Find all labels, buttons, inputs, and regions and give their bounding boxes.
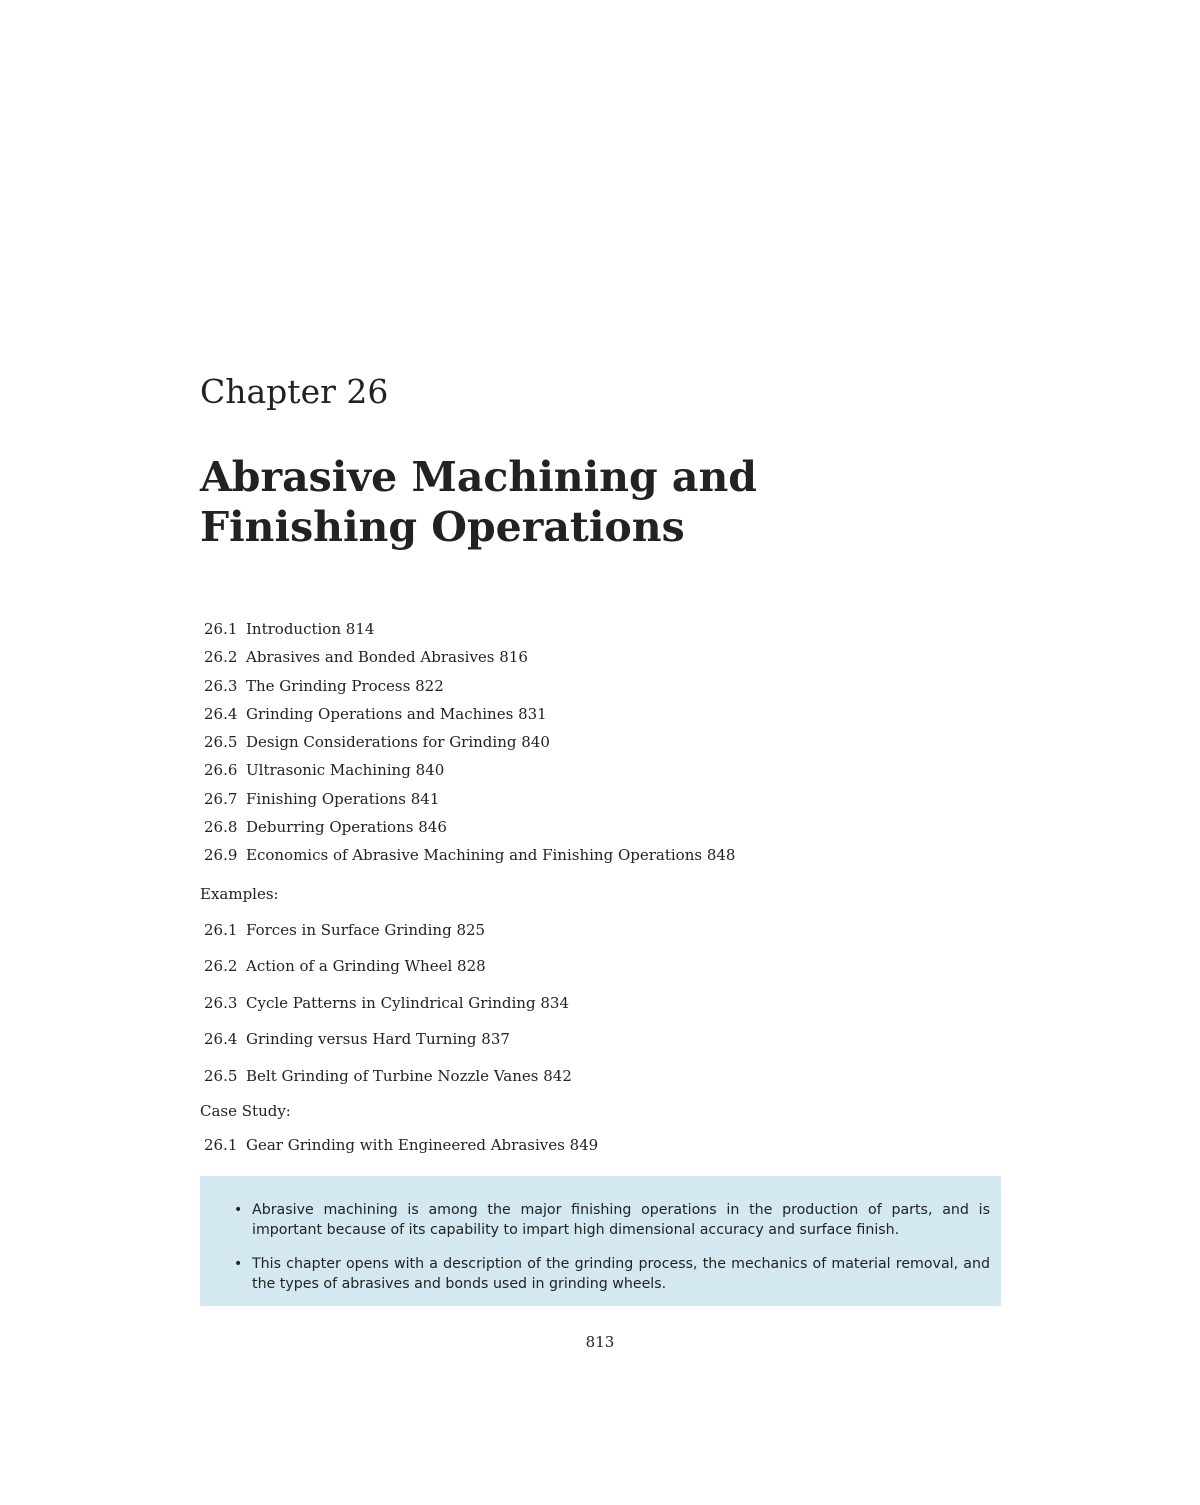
examples-heading: Examples: [200, 885, 279, 903]
toc-title: Cycle Patterns in Cylindrical Grinding [246, 993, 536, 1012]
toc-number: 26.1 [204, 1136, 238, 1154]
toc-page: 825 [456, 921, 486, 939]
toc-page: 834 [540, 993, 569, 1012]
toc-number: 26.4 [204, 1030, 238, 1049]
toc-title: Abrasives and Bonded Abrasives [246, 648, 495, 667]
page-number: 813 [585, 1333, 615, 1351]
examples-list [200, 920, 1000, 1102]
toc-number: 26.5 [204, 733, 238, 752]
toc-page: 840 [415, 761, 445, 780]
toc-number: 26.2 [204, 648, 238, 667]
toc-number: 26.6 [204, 761, 238, 780]
toc-number: 26.2 [204, 957, 238, 976]
summary-text: This chapter opens with a description of the grinding process, the mechanics of material removal, and the types of abrasives and bonds used in grinding wheels. [252, 1256, 990, 1292]
bullet-icon: • [234, 1256, 243, 1272]
toc-page: 828 [457, 957, 486, 976]
toc-page: 822 [415, 676, 444, 695]
toc-row [200, 789, 1000, 817]
toc-row [200, 845, 1000, 873]
toc-title: Finishing Operations [246, 789, 406, 808]
example-row [200, 920, 1000, 956]
toc-page: 848 [706, 846, 736, 865]
toc-row [200, 732, 1000, 760]
toc-row [200, 647, 1000, 675]
case-study-heading: Case Study: [200, 1102, 291, 1120]
summary-item [234, 1254, 990, 1294]
toc-title: Belt Grinding of Turbine Nozzle Vanes [246, 1066, 539, 1085]
chapter-summary-box [200, 1176, 1001, 1306]
toc-title: Deburring Operations [246, 818, 414, 837]
toc-title: Grinding Operations and Machines [246, 704, 514, 723]
toc-number: 26.8 [204, 818, 238, 837]
toc-title: Ultrasonic Machining [246, 761, 411, 780]
toc-number: 26.9 [204, 846, 238, 865]
toc-page: 846 [418, 818, 447, 837]
toc-row [200, 619, 1000, 647]
summary-list [234, 1200, 990, 1308]
bullet-icon: • [234, 1202, 243, 1218]
example-row [200, 1066, 1000, 1102]
toc-page: 831 [518, 704, 547, 723]
toc-page: 816 [499, 648, 528, 667]
toc-number: 26.3 [204, 676, 238, 695]
summary-text: Abrasive machining is among the major finishing operations in the production of parts, and is important because of its capability to impart high dimensional accuracy and surface finish. [252, 1202, 990, 1238]
example-row [200, 1029, 1000, 1065]
toc-page: 842 [543, 1066, 572, 1085]
case-study-row [200, 1135, 1000, 1165]
toc-title: Design Considerations for Grinding [246, 733, 517, 752]
toc-title: Action of a Grinding Wheel [246, 957, 453, 976]
toc-row [200, 676, 1000, 704]
toc-title: Gear Grinding with Engineered Abrasives [246, 1136, 565, 1154]
toc-number: 26.1 [204, 620, 238, 638]
toc-number: 26.4 [204, 704, 238, 723]
toc-row [200, 704, 1000, 732]
toc-page: 840 [521, 733, 550, 752]
toc-number: 26.3 [204, 993, 238, 1012]
toc-number: 26.7 [204, 789, 238, 808]
chapter-label: Chapter 26 [200, 372, 389, 411]
section-toc [200, 619, 1000, 874]
toc-number: 26.1 [204, 921, 238, 939]
toc-title: Grinding versus Hard Turning [246, 1030, 477, 1049]
chapter-title: Abrasive Machining and Finishing Operations [200, 453, 757, 551]
example-row [200, 993, 1000, 1029]
toc-title: Forces in Surface Grinding [246, 921, 452, 939]
example-row [200, 956, 1000, 992]
toc-page: 837 [481, 1030, 510, 1049]
toc-title: The Grinding Process [246, 676, 411, 695]
toc-page: 814 [345, 620, 375, 638]
case-study-list [200, 1135, 1000, 1165]
toc-title: Economics of Abrasive Machining and Finishing Operations [246, 846, 703, 865]
toc-number: 26.5 [204, 1066, 238, 1085]
toc-title: Introduction [246, 620, 341, 638]
toc-page: 841 [410, 789, 440, 808]
toc-row [200, 760, 1000, 788]
summary-item [234, 1200, 990, 1240]
toc-row [200, 817, 1000, 845]
toc-page: 849 [569, 1136, 599, 1154]
